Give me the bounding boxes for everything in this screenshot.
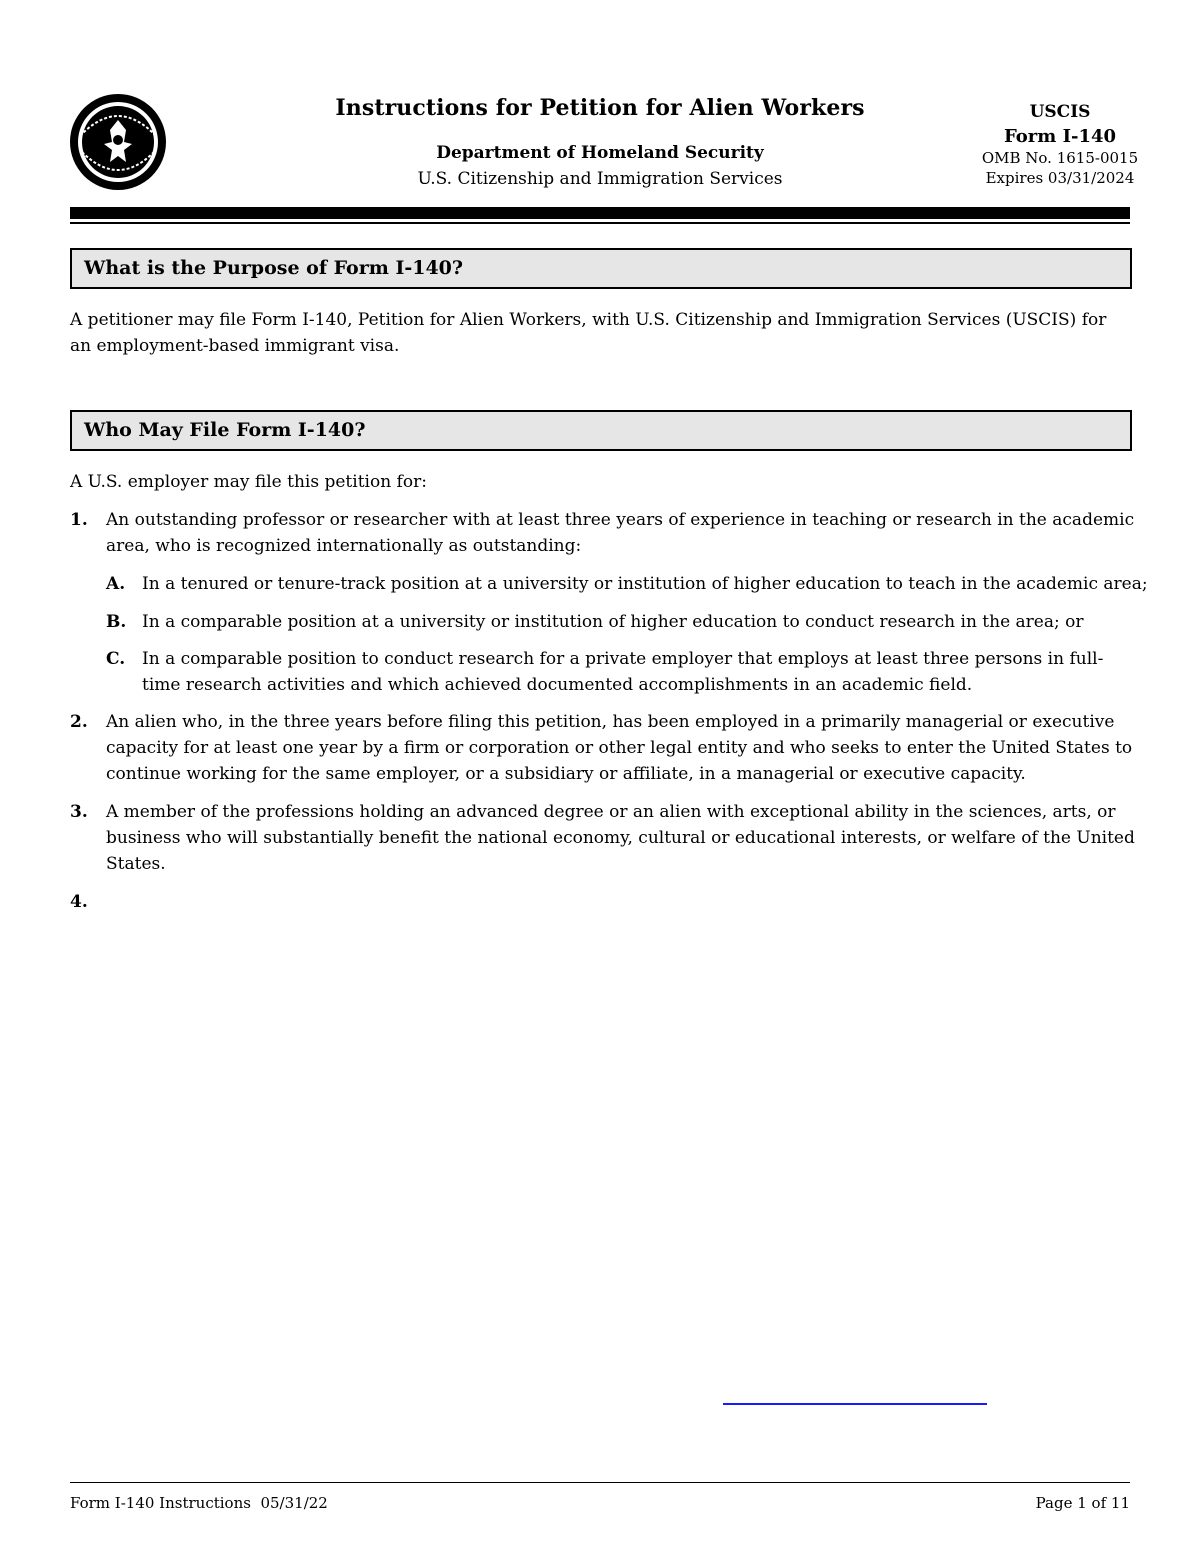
- form-info-block: [960, 102, 1160, 187]
- header-divider-thin: [70, 222, 1130, 224]
- sub-item-letter: A.: [106, 574, 126, 594]
- list-item-number: 4.: [70, 892, 88, 912]
- footer-page-number: Page 1 of 11: [1035, 1494, 1130, 1512]
- expiration-date: Expires 03/31/2024: [985, 169, 1135, 187]
- list-item-line: continue working for the same employer, or a subsidiary or affiliate, in a managerial or executive capacity.: [106, 764, 1026, 784]
- dhs-seal-icon: [68, 92, 168, 192]
- sub-item-line: In a comparable position to conduct research for a private employer that employs at least three persons in full-: [142, 649, 1104, 669]
- list-item-line: An alien who, in the three years before filing this petition, has been employed in a primarily managerial or executive: [106, 712, 1115, 732]
- section-heading-text: What is the Purpose of Form I-140?: [84, 257, 464, 279]
- list-item-line: business who will substantially benefit the national economy, cultural or educational interests, or welfare of the United: [106, 828, 1135, 848]
- list-item-line: area, who is recognized internationally as outstanding:: [106, 536, 582, 556]
- sub-item-line: time research activities and which achieved documented accomplishments in an academic field.: [142, 675, 973, 695]
- list-item-line: States.: [106, 854, 166, 874]
- sub-item-line: In a tenured or tenure-track position at a university or institution of higher education to teach in the academic area;: [142, 574, 1148, 594]
- purpose-line-2: an employment-based immigrant visa.: [70, 336, 400, 356]
- section-heading-text: Who May File Form I-140?: [84, 419, 366, 441]
- list-item-line: capacity for at least one year by a firm or corporation or other legal entity and who seeks to enter the United States to: [106, 738, 1133, 758]
- form-number: Form I-140: [1003, 126, 1117, 147]
- footer-divider: [70, 1482, 1130, 1483]
- who-intro: A U.S. employer may file this petition for:: [70, 472, 427, 492]
- purpose-line-1: A petitioner may file Form I-140, Petition for Alien Workers, with U.S. Citizenship and Immigration Services (USCIS) for: [70, 310, 1107, 330]
- list-item-line: A member of the professions holding an advanced degree or an alien with exceptional ability in the sciences, arts, or: [106, 802, 1116, 822]
- list-item-number: 1.: [70, 510, 88, 530]
- purpose-paragraph: [70, 307, 1135, 359]
- section-heading-purpose: [70, 248, 1132, 289]
- sub-item-line: In a comparable position at a university or institution of higher education to conduct research in the area; or: [142, 612, 1084, 632]
- header-divider-thick: [70, 207, 1130, 219]
- sub-item-letter: C.: [106, 649, 126, 669]
- sub-item-letter: B.: [106, 612, 127, 632]
- department-name: Department of Homeland Security: [436, 143, 764, 163]
- header-title-block: [300, 95, 900, 189]
- list-item-number: 2.: [70, 712, 88, 732]
- list-item-number: 3.: [70, 802, 88, 822]
- omb-number: OMB No. 1615-0015: [981, 149, 1139, 167]
- page-title: Instructions for Petition for Alien Workers: [335, 95, 865, 121]
- footer-form-info: Form I-140 Instructions 05/31/22: [70, 1494, 328, 1512]
- agency-short: USCIS: [1029, 102, 1091, 122]
- section-heading-who-may-file: [70, 410, 1132, 451]
- list-item-line: An outstanding professor or researcher with at least three years of experience in teaching or research in the academic: [106, 510, 1135, 530]
- hyperlink-underline[interactable]: [723, 1403, 987, 1405]
- agency-name: U.S. Citizenship and Immigration Services: [417, 169, 783, 189]
